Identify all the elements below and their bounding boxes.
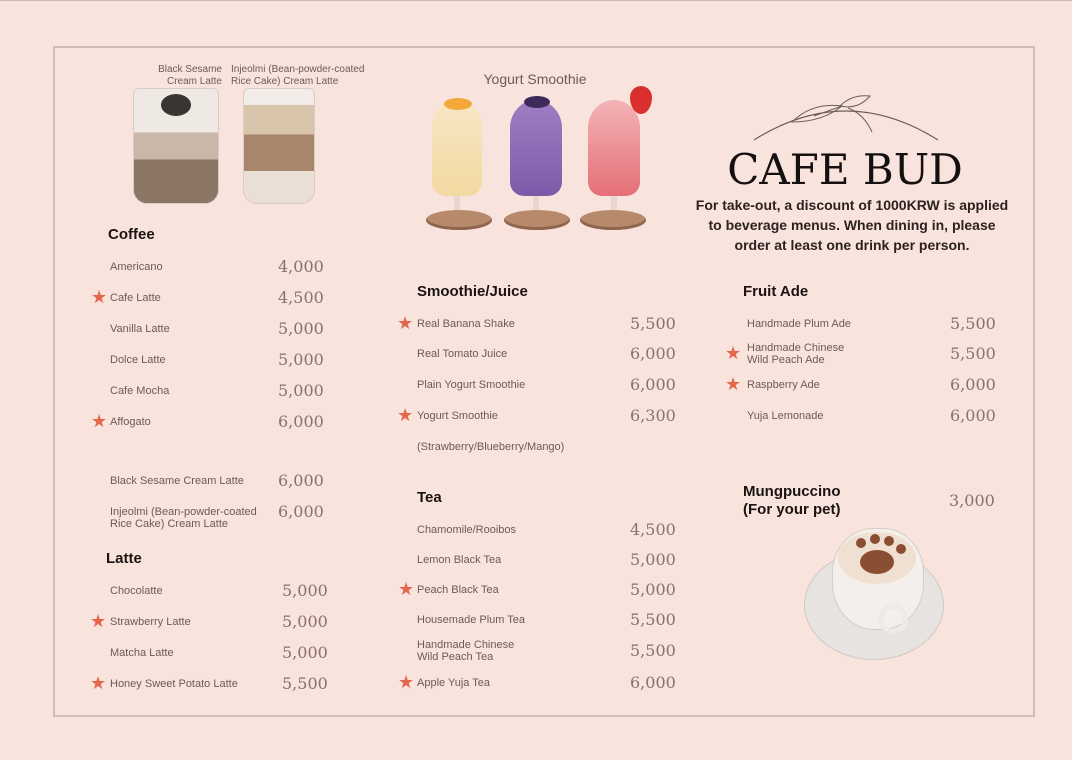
recommended-star-icon: ★ xyxy=(725,374,742,394)
cafe-title: CAFE BUD xyxy=(727,145,963,194)
menu-item-name: Apple Yuja Tea xyxy=(417,677,490,689)
menu-item-name: Real Banana Shake xyxy=(417,318,515,330)
menu-item-name: Matcha Latte xyxy=(110,647,174,659)
menu-item-name: Plain Yogurt Smoothie xyxy=(417,379,526,391)
menu-item-price: 5,500 xyxy=(630,641,676,660)
menu-item-price: 5,000 xyxy=(630,550,676,569)
menu-item-price: 6,300 xyxy=(630,406,676,425)
menu-item-price: 5,500 xyxy=(950,314,996,333)
recommended-star-icon: ★ xyxy=(397,313,414,333)
menu-item-price: 5,000 xyxy=(278,319,324,338)
pet-item-title: Mungpuccino (For your pet) xyxy=(743,483,841,518)
menu-item-price: 6,000 xyxy=(278,412,324,431)
black-sesame-latte-photo xyxy=(133,88,219,204)
menu-item-name: Honey Sweet Potato Latte xyxy=(110,678,238,690)
menu-item-name: Cafe Latte xyxy=(110,292,161,304)
menu-item-name: Peach Black Tea xyxy=(417,584,499,596)
recommended-star-icon: ★ xyxy=(398,579,415,599)
menu-item-name: Black Sesame Cream Latte xyxy=(110,475,244,487)
menu-item-name: Handmade Plum Ade xyxy=(747,318,851,330)
menu-item-name: Handmade Chinese Wild Peach Ade xyxy=(747,342,845,366)
menu-item-name: Injeolmi (Bean-powder-coated Rice Cake) Cream Latte xyxy=(110,506,257,530)
menu-item-name: Americano xyxy=(110,261,163,273)
menu-item-name: Real Tomato Juice xyxy=(417,348,508,360)
menu-item-price: 6,000 xyxy=(630,375,676,394)
recommended-star-icon: ★ xyxy=(397,405,414,425)
pet-item-price: 3,000 xyxy=(949,491,995,510)
recommended-star-icon: ★ xyxy=(725,343,742,363)
menu-item-price: 5,500 xyxy=(630,610,676,629)
smoothie-section-title: Smoothie/Juice xyxy=(417,283,528,300)
menu-item-name: Raspberry Ade xyxy=(747,379,820,391)
menu-item-price: 5,500 xyxy=(282,674,328,693)
injeolmi-caption: Injeolmi (Bean-powder-coated Rice Cake) Cream Latte xyxy=(231,64,365,87)
menu-item-name: Yogurt Smoothie xyxy=(417,410,498,422)
menu-item-price: 4,500 xyxy=(630,520,676,539)
menu-item-name: Cafe Mocha xyxy=(110,385,170,397)
menu-item-price: 6,000 xyxy=(278,471,324,490)
menu-item-price: 5,500 xyxy=(950,344,996,363)
menu-item-name: Yuja Lemonade xyxy=(747,410,824,422)
menu-item-name: Chocolatte xyxy=(110,585,163,597)
mungpuccino-photo xyxy=(804,528,944,660)
injeolmi-latte-photo xyxy=(243,88,315,204)
menu-item-price: 5,000 xyxy=(630,580,676,599)
tea-section-title: Tea xyxy=(417,489,442,506)
menu-item-price: 5,000 xyxy=(278,381,324,400)
menu-item-price: 5,000 xyxy=(282,612,328,631)
menu-item-price: 6,000 xyxy=(950,406,996,425)
menu-item-name: Dolce Latte xyxy=(110,354,166,366)
fruit-ade-section-title: Fruit Ade xyxy=(743,283,809,300)
menu-item-price: 6,000 xyxy=(630,673,676,692)
recommended-star-icon: ★ xyxy=(90,611,107,631)
yogurt-flavor-note: (Strawberry/Blueberry/Mango) xyxy=(417,441,565,453)
menu-item-price: 4,000 xyxy=(278,257,324,276)
takeout-notice: For take-out, a discount of 1000KRW is applied to beverage menus. When dining in, please order at least one drink per person. xyxy=(695,197,1009,253)
menu-item-name: Vanilla Latte xyxy=(110,323,170,335)
leaf-logo-icon xyxy=(752,92,940,144)
coffee-section-title: Coffee xyxy=(108,226,155,243)
recommended-star-icon: ★ xyxy=(90,673,107,693)
menu-item-name: Handmade Chinese Wild Peach Tea xyxy=(417,639,515,663)
menu-item-name: Chamomile/Rooibos xyxy=(417,524,517,536)
menu-item-name: Lemon Black Tea xyxy=(417,554,502,566)
yogurt-smoothie-photo xyxy=(424,92,670,242)
menu-item-price: 6,000 xyxy=(278,502,324,521)
recommended-star-icon: ★ xyxy=(91,287,108,307)
latte-section-title: Latte xyxy=(106,550,142,567)
yogurt-smoothie-caption: Yogurt Smoothie xyxy=(483,71,587,87)
menu-item-price: 6,000 xyxy=(630,344,676,363)
menu-item-price: 5,000 xyxy=(282,581,328,600)
menu-item-name: Housemade Plum Tea xyxy=(417,614,526,626)
recommended-star-icon: ★ xyxy=(398,672,415,692)
menu-item-price: 5,000 xyxy=(278,350,324,369)
top-edge-line xyxy=(0,0,1072,1)
menu-item-price: 5,000 xyxy=(282,643,328,662)
menu-item-price: 5,500 xyxy=(630,314,676,333)
menu-item-name: Affogato xyxy=(110,416,151,428)
recommended-star-icon: ★ xyxy=(91,411,108,431)
menu-item-price: 6,000 xyxy=(950,375,996,394)
menu-item-price: 4,500 xyxy=(278,288,324,307)
black-sesame-caption: Black Sesame Cream Latte xyxy=(158,64,222,87)
menu-item-name: Strawberry Latte xyxy=(110,616,191,628)
